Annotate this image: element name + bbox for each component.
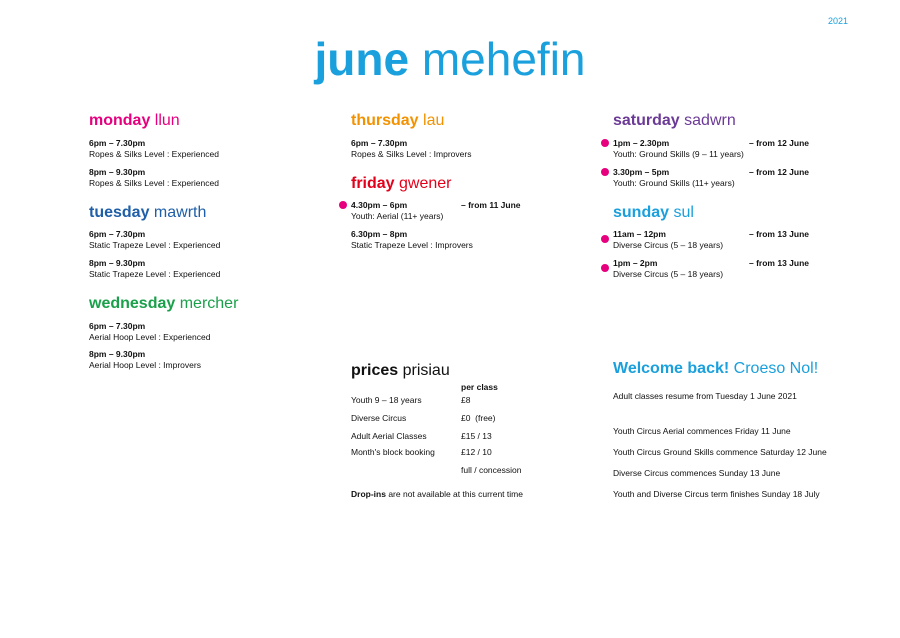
schedule-entry: 6pm – 7.30pm Aerial Hoop Level : Experienced (89, 321, 211, 342)
schedule-entry: 6pm – 7.30pm Static Trapeze Level : Experienced (89, 229, 221, 250)
schedule-entry: 6pm – 7.30pm Ropes & Silks Level : Experienced (89, 138, 219, 159)
price-value: £8 (461, 395, 471, 405)
prices-heading: prices prisiau (351, 362, 450, 379)
price-value: £12 / 10 (461, 447, 492, 457)
schedule-entry: 8pm – 9.30pm Static Trapeze Level : Experienced (89, 258, 221, 279)
welcome-heading: Welcome back! Croeso Nol! (613, 360, 819, 377)
bullet-dot (601, 139, 609, 147)
schedule-entry: 8pm – 9.30pm Ropes & Silks Level : Experienced (89, 167, 219, 188)
year-label: 2021 (828, 16, 849, 26)
day-heading-sunday: sunday sul (613, 204, 694, 221)
price-value: £15 / 13 (461, 431, 492, 441)
per-class-label: per class (461, 382, 498, 392)
welcome-note: Youth and Diverse Circus term finishes Sunday 18 July (613, 489, 820, 499)
bullet-dot (601, 235, 609, 243)
start-date-note: – from 13 June (749, 229, 809, 239)
bullet-dot (339, 201, 347, 209)
price-label: Diverse Circus (351, 413, 407, 423)
welcome-note: Adult classes resume from Tuesday 1 June 2021 (613, 391, 797, 401)
price-label: Adult Aerial Classes (351, 431, 427, 441)
welcome-note: Youth Circus Aerial commences Friday 11 June (613, 426, 791, 436)
page-title (0, 34, 900, 84)
start-date-note: – from 13 June (749, 258, 809, 268)
welcome-note: Youth Circus Ground Skills commence Saturday 12 June (613, 447, 827, 457)
schedule-entry: 4.30pm – 6pm – from 11 June Youth: Aerial (11+ years) (351, 200, 521, 221)
schedule-entry: 11am – 12pm – from 13 June Diverse Circus (5 – 18 years) (613, 229, 809, 250)
start-date-note: – from 11 June (461, 200, 521, 210)
price-value: £0 (free) (461, 413, 496, 423)
day-heading-monday: monday llun (89, 112, 180, 129)
schedule-entry: 6pm – 7.30pm Ropes & Silks Level : Improvers (351, 138, 472, 159)
price-label: Month's block booking (351, 447, 435, 457)
dropins-note: Drop-ins are not available at this current time (351, 489, 523, 499)
day-heading-wednesday: wednesday mercher (89, 295, 239, 312)
day-heading-thursday: thursday lau (351, 112, 445, 129)
day-heading-saturday: saturday sadwrn (613, 112, 736, 129)
price-label: Youth 9 – 18 years (351, 395, 422, 405)
schedule-entry: 6.30pm – 8pm Static Trapeze Level : Improvers (351, 229, 473, 250)
schedule-entry: 3.30pm – 5pm – from 12 June Youth: Ground Skills (11+ years) (613, 167, 809, 188)
schedule-entry: 1pm – 2pm – from 13 June Diverse Circus (5 – 18 years) (613, 258, 809, 279)
concession-note: full / concession (461, 465, 522, 475)
welcome-note: Diverse Circus commences Sunday 13 June (613, 468, 781, 478)
schedule-entry: 8pm – 9.30pm Aerial Hoop Level : Improvers (89, 349, 201, 370)
schedule-entry: 1pm – 2.30pm – from 12 June Youth: Ground Skills (9 – 11 years) (613, 138, 809, 159)
day-heading-friday: friday gwener (351, 175, 452, 192)
bullet-dot (601, 264, 609, 272)
title-welsh: mehefin (421, 33, 586, 85)
day-heading-tuesday: tuesday mawrth (89, 204, 207, 221)
title-english: june (314, 33, 410, 85)
start-date-note: – from 12 June (749, 138, 809, 148)
start-date-note: – from 12 June (749, 167, 809, 177)
bullet-dot (601, 168, 609, 176)
